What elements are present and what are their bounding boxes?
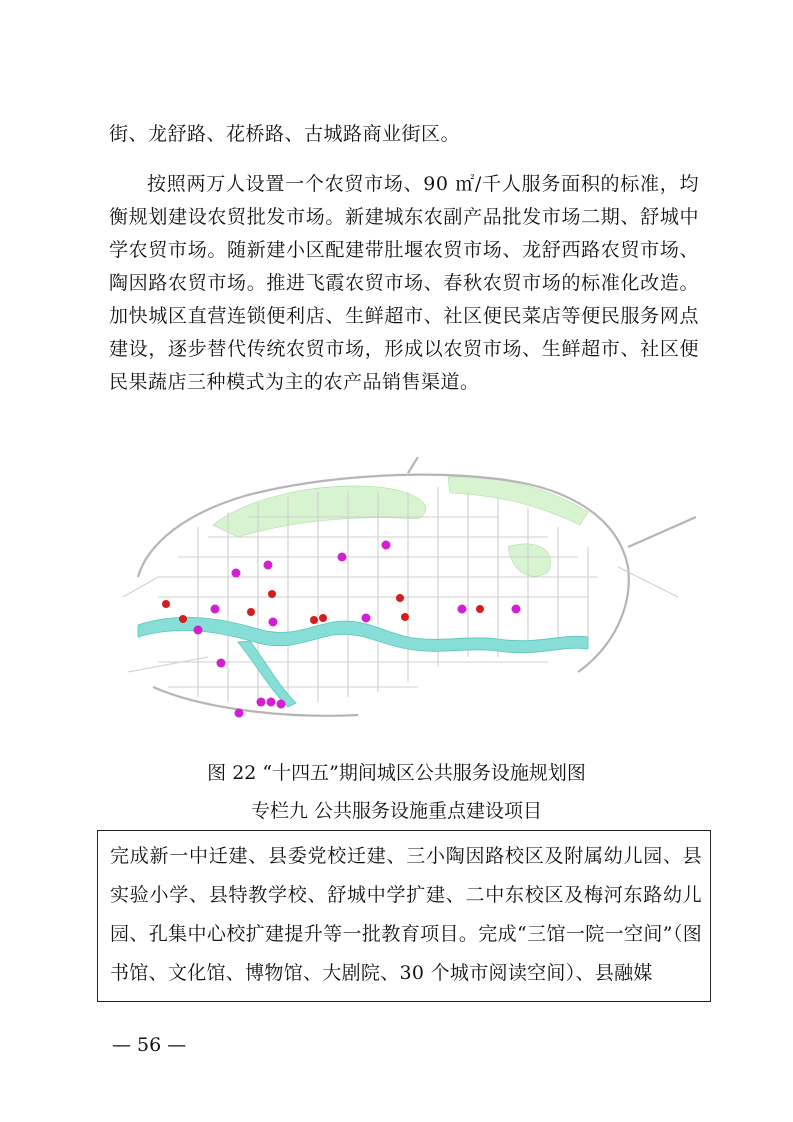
figure-caption: 图 22 “十四五”期间城区公共服务设施规划图 <box>207 762 586 784</box>
page-number: — 56 — <box>112 1034 187 1056</box>
column-title: 专栏九 公共服务设施重点建设项目 <box>250 800 543 822</box>
key-projects-text: 完成新一中迁建、县委党校迁建、三小陶因路校区及附属幼儿园、县实验小学、县特教学校、舒城中学扩建、二中东校区及梅河东路幼儿园、孔集中心校扩建提升等一批教育项目。完成“三馆一院一空间”（图书馆、文化馆、博物馆、大剧院、30 个城市阅读空间）、县融媒 <box>110 845 702 984</box>
body-paragraph: 街、龙舒路、花桥路、古城路商业街区。 <box>109 123 461 145</box>
key-projects-box <box>97 830 711 1002</box>
body-paragraph: 按照两万人设置一个农贸市场、90 ㎡/千人服务面积的标准，均衡规划建设农贸批发市场。新建城东农副产品批发市场二期、舒城中学农贸市场。随新建小区配建带肚堰农贸市场、龙舒西路农贸市场、陶因路农贸市场。推进飞霞农贸市场、春秋农贸市场的标准化改造。加快城区直营连锁便利店、生鲜超市、社区便民菜店等便民服务网点建设，逐步替代传统农贸市场，形成以农贸市场、生鲜超市、社区便民果蔬店三种模式为主的农产品销售渠道。 <box>109 173 699 393</box>
public-service-facility-planning-map <box>118 457 696 739</box>
